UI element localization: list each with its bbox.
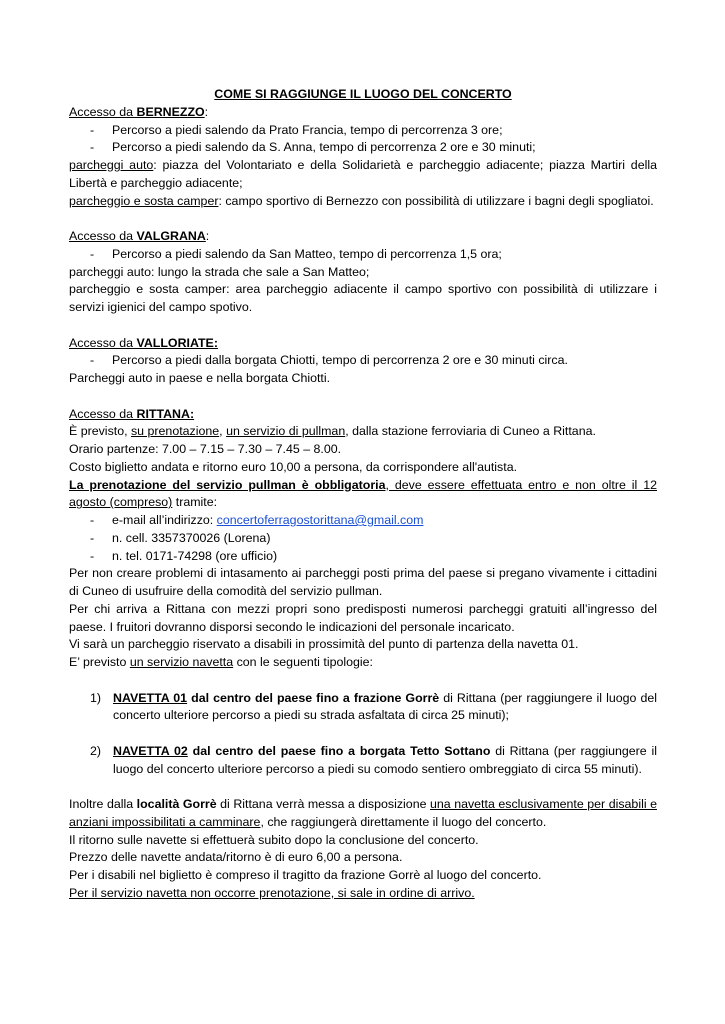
paragraph: Per i disabili nel biglietto è compreso il tragitto da frazione Gorrè al luogo del concerto. [69, 868, 542, 882]
text-span: con le seguenti tipologie: [233, 655, 373, 669]
heading-place: BERNEZZO [136, 104, 205, 119]
list-item: - Percorso a piedi salendo da Prato Francia, tempo di percorrenza 3 ore; [69, 122, 657, 140]
parking-label: parcheggi auto [69, 158, 154, 172]
text-span: e-mail all’indirizzo: [112, 513, 217, 527]
text-span: , deve essere effettuata entro e non oltre il 12 agosto (compreso) [69, 477, 657, 510]
text-span: di Rittana verrà messa a disposizione [216, 797, 430, 811]
paragraph: Per non creare problemi di intasamento ai parcheggi posti prima del paese si pregano vivamente i cittadini di Cuneo di usufruire della comodità del servizio pullman. [69, 566, 657, 598]
heading-prefix: Accesso da [69, 229, 137, 243]
numbered-item [69, 690, 657, 726]
booking-info [69, 477, 657, 513]
paragraph: Per chi arriva a Rittana con mezzi propri sono predisposti numerosi parcheggi gratuiti all’ingresso del paese. I fruitori dovranno disporsi secondo le indicazioni del personale incaricato. [69, 601, 657, 634]
text-span: È previsto, [69, 424, 131, 439]
text-span: , [219, 424, 227, 439]
text-span: su prenotazione [130, 424, 220, 439]
document-page [69, 86, 657, 903]
text-span: una navetta esclusivamente per disabili e anziani impossibilitati a camminare [69, 797, 657, 829]
numbered-item [69, 743, 657, 779]
section-heading-valloriate [69, 335, 657, 353]
email-link[interactable]: concertoferragostorittana@gmail.com [216, 513, 424, 527]
departure-times: Orario partenze: 7.00 – 7.15 – 7.30 – 7.45 – 8.00. [69, 442, 342, 456]
heading-suffix: : [205, 229, 210, 243]
text-span: , dalla stazione ferroviaria di Cuneo a Rittana. [345, 424, 596, 439]
text-span: un servizio di pullman [226, 424, 346, 439]
parking-info [69, 157, 657, 193]
contact-tel: - n. tel. 0171-74298 (ore ufficio) [69, 548, 657, 566]
camper-text: : campo sportivo di Bernezzo con possibilità di utilizzare i bagni degli spogliatoi. [218, 193, 654, 208]
heading-place: VALGRANA [136, 229, 206, 243]
ticket-cost: Costo biglietto andata e ritorno euro 10,00 a persona, da corrispondere all'autista. [69, 459, 518, 474]
text-span: località Gorrè [136, 797, 217, 811]
text-span: tramite: [172, 495, 218, 510]
heading-prefix: Accesso da [69, 335, 137, 350]
text-span: dal centro del paese fino a borgata Tetto Sottano [187, 743, 491, 758]
text-span: un servizio navetta [129, 655, 234, 669]
section-heading-valgrana [69, 228, 657, 246]
parking-info: parcheggi auto: lungo la strada che sale a San Matteo; [69, 264, 370, 279]
section-heading-rittana [69, 406, 657, 424]
paragraph: Vi sarà un parcheggio riservato a disabili in prossimità del punto di partenza della navetta 01. [69, 637, 579, 652]
heading-place: VALLORIATE: [136, 335, 218, 350]
text-span: La prenotazione del servizio pullman è obbligatoria [69, 477, 386, 492]
list-item: - Percorso a piedi salendo da S. Anna, tempo di percorrenza 2 ore e 30 minuti; [69, 139, 657, 157]
parking-text: : piazza del Volontariato e della Solidarietà e parcheggio adiacente; piazza Martiri della Libertà e parcheggio adiacente; [69, 158, 657, 190]
text-span: E’ previsto [69, 655, 130, 669]
text-span: dal centro del paese fino a frazione Gorrè [187, 690, 440, 705]
contact-email [69, 512, 657, 530]
paragraph: Prezzo delle navette andata/ritorno è di euro 6,00 a persona. [69, 850, 403, 865]
heading-prefix: Accesso da [69, 104, 137, 119]
text-span: , che raggiungerà direttamente il luogo del concerto. [260, 814, 547, 829]
camper-label: parcheggio e sosta camper [69, 193, 219, 208]
heading-place: RITTANA: [136, 406, 195, 421]
parking-info: Parcheggi auto in paese e nella borgata Chiotti. [69, 371, 331, 385]
text-span: di Rittana (per raggiungere il luogo del concerto ulteriore percorso a piedi su comodo sentiero ombreggiato di circa 55 minuti). [113, 743, 658, 776]
page-title: COME SI RAGGIUNGE IL LUOGO DEL CONCERTO [214, 87, 512, 101]
camper-info: parcheggio e sosta camper: area parcheggio adiacente il campo sportivo con possibilità di utilizzare i servizi igienici del campo spotivo. [69, 282, 657, 314]
text-span: di Rittana (per raggiungere il luogo del concerto ulteriore percorso a piedi su strada asfaltata di circa 25 minuti); [113, 690, 657, 723]
list-item: - Percorso a piedi dalla borgata Chiotti, tempo di percorrenza 2 ore e 30 minuti circa. [69, 352, 657, 370]
list-item: - Percorso a piedi salendo da San Matteo, tempo di percorrenza 1,5 ora; [69, 246, 657, 264]
contact-cell: - n. cell. 3357370026 (Lorena) [69, 530, 657, 548]
shuttle-intro [69, 654, 657, 672]
shuttle-name: NAVETTA 02 [113, 743, 188, 758]
shuttle-name: NAVETTA 01 [113, 690, 188, 705]
pullman-info [69, 423, 657, 441]
closing-note: Per il servizio navetta non occorre prenotazione, si sale in ordine di arrivo. [69, 885, 475, 900]
paragraph: Il ritorno sulle navette si effettuerà subito dopo la conclusione del concerto. [69, 832, 479, 847]
accessibility-info [69, 796, 657, 832]
camper-info [69, 193, 657, 211]
section-heading-bernezzo [69, 104, 657, 122]
heading-suffix: : [204, 104, 209, 119]
item-number: 2) [90, 743, 102, 758]
item-number: 1) [90, 690, 102, 705]
heading-prefix: Accesso da [69, 406, 137, 421]
text-span: Inoltre dalla [69, 797, 137, 811]
